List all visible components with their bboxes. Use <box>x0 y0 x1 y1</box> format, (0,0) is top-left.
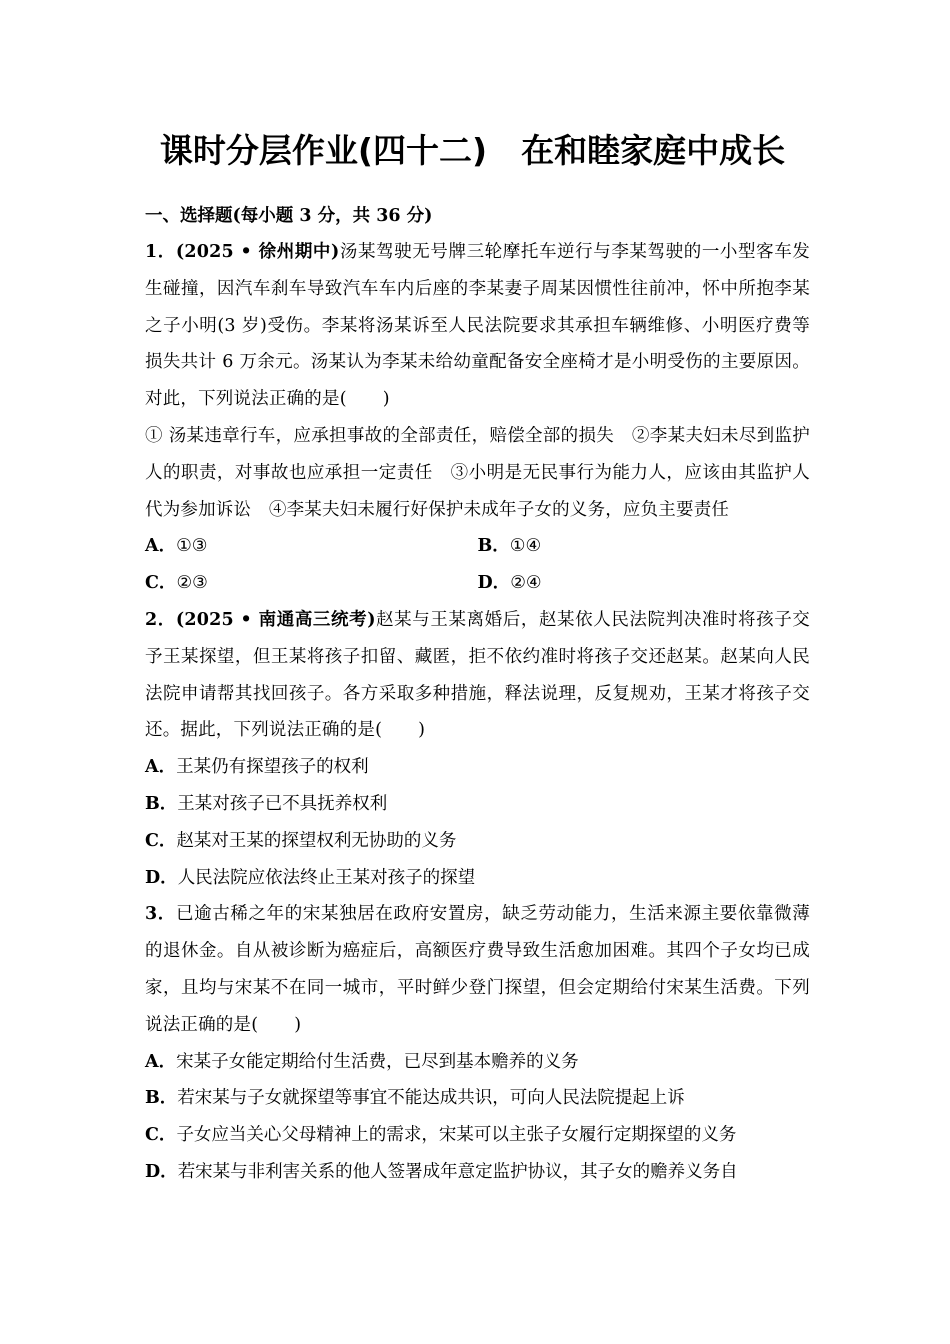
question-source: (2025 • 南通高三统考) <box>175 609 376 630</box>
option-a[interactable] <box>145 1044 810 1081</box>
answer-paren-close: ) <box>418 720 426 741</box>
option-text: ①④ <box>509 536 542 557</box>
option-letter: A． <box>145 536 177 557</box>
option-c[interactable] <box>145 823 810 860</box>
option-a[interactable] <box>145 528 478 565</box>
question-number: 3． <box>145 904 176 925</box>
question-stem <box>145 234 810 418</box>
question-source: (2025 • 徐州期中) <box>175 242 340 262</box>
section-heading: 一、选择题(每小题 3 分，共 36 分) <box>145 206 433 226</box>
question-2 <box>145 602 810 896</box>
option-text: 若宋某与子女就探望等事宜不能达成共识，可向人民法院提起上诉 <box>177 1088 685 1109</box>
question-text: 汤某驾驶无号牌三轮摩托车逆行与李某驾驶的一小型客车发生碰撞，因汽车刹车导致汽车车内后座的李某妻子周某因惯性往前冲，怀中所抱李某之子小明(3 岁)受伤。李某将汤某诉至人民法院要求其承担车辆维修、小明医疗费等损失共计 6 万余元。汤某认为李某未给幼童配备安全座椅才是小明受伤的主要原因。对此，下列说法正确的是( <box>145 242 810 410</box>
document-page <box>145 128 810 1191</box>
option-letter: B． <box>145 1088 178 1109</box>
option-c[interactable] <box>145 1117 810 1154</box>
option-text: 赵某对王某的探望权利无协助的义务 <box>176 830 457 851</box>
option-text: 子女应当关心父母精神上的需求，宋某可以主张子女履行定期探望的义务 <box>176 1125 737 1146</box>
option-text: ①③ <box>176 536 208 557</box>
option-a[interactable] <box>145 749 810 786</box>
option-letter: D． <box>477 573 511 594</box>
option-b[interactable] <box>145 1080 810 1117</box>
option-d[interactable] <box>478 565 811 602</box>
option-text: 人民法院应依法终止王某对孩子的探望 <box>177 867 476 888</box>
option-letter: C． <box>145 830 177 851</box>
option-row <box>145 528 810 565</box>
question-statements: ① 汤某违章行车，应承担事故的全部责任，赔偿全部的损失 ②李某夫妇未尽到监护人的职责，对事故也应承担一定责任 ③小明是无民事行为能力人，应该由其监护人代为参加诉讼 ④李某夫妇未履行好保护未成年子女的义务，应负主要责任 <box>145 425 810 520</box>
option-letter: C． <box>145 573 177 594</box>
question-stem <box>145 602 810 749</box>
option-letter: C． <box>145 1125 177 1146</box>
option-c[interactable] <box>145 565 478 602</box>
question-3 <box>145 896 810 1190</box>
option-text: ②③ <box>176 573 208 594</box>
answer-paren-close: ) <box>382 389 390 410</box>
title-part-1: 课时分层作业(四十二) <box>159 131 488 170</box>
option-text: 王某仍有探望孩子的权利 <box>176 757 369 778</box>
option-letter: B． <box>145 793 178 814</box>
title-part-2: 在和睦家庭中成长 <box>521 131 786 170</box>
question-number: 1． <box>145 242 176 262</box>
answer-paren-close: ) <box>294 1014 302 1035</box>
option-b[interactable] <box>478 528 811 565</box>
option-d[interactable] <box>145 860 810 897</box>
question-1 <box>145 234 810 602</box>
page-title <box>135 128 810 174</box>
option-text: 若宋某与非利害关系的他人签署成年意定监护协议，其子女的赡养义务自 <box>177 1161 738 1182</box>
option-text: 王某对孩子已不具抚养权利 <box>177 793 388 814</box>
question-number: 2． <box>145 609 176 630</box>
option-letter: D． <box>145 1161 178 1182</box>
option-b[interactable] <box>145 786 810 823</box>
option-d[interactable] <box>145 1154 810 1191</box>
option-letter: B． <box>477 536 510 557</box>
option-letter: A． <box>145 757 177 778</box>
option-letter: D． <box>145 867 178 888</box>
option-text: 宋某子女能定期给付生活费，已尽到基本赡养的义务 <box>176 1051 579 1072</box>
question-text: 赵某与王某离婚后，赵某依人民法院判决准时将孩子交予王某探望，但王某将孩子扣留、藏匿，拒不依约准时将孩子交还赵某。赵某向人民法院申请帮其找回孩子。各方采取多种措施，释法说理，反复规劝，王某才将孩子交还。据此，下列说法正确的是( <box>145 609 810 741</box>
question-stem <box>145 896 810 1043</box>
question-text: 已逾古稀之年的宋某独居在政府安置房，缺乏劳动能力，生活来源主要依靠微薄的退休金。自从被诊断为癌症后，高额医疗费导致生活愈加困难。其四个子女均已成家，且均与宋某不在同一城市，平时鲜少登门探望，但会定期给付宋某生活费。下列说法正确的是( <box>145 904 810 1035</box>
option-letter: A． <box>145 1051 177 1072</box>
option-text: ②④ <box>510 573 542 594</box>
option-row <box>145 565 810 602</box>
